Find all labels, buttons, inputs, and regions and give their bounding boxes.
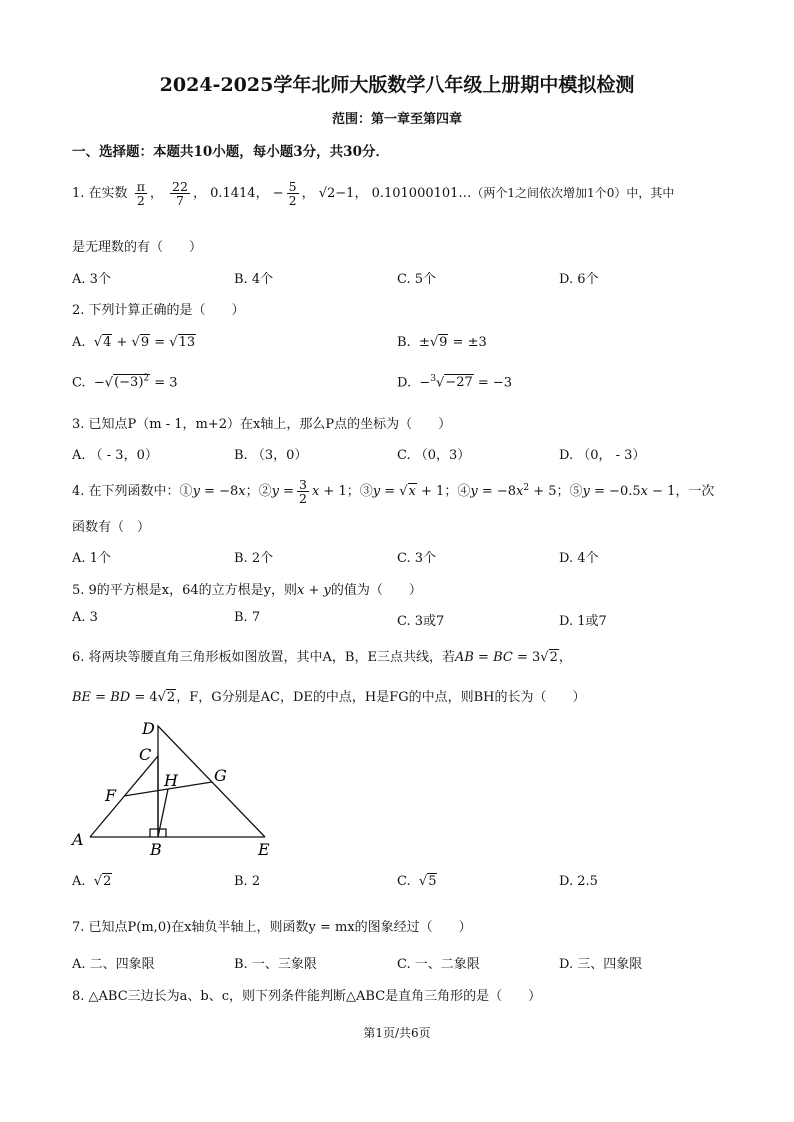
- q2-option-d[interactable]: D. −$^3$√−27 = −3: [397, 374, 513, 391]
- q2-option-a[interactable]: A. √4 + √9 = √13: [72, 335, 196, 350]
- q3-option-b[interactable]: B. （3，0）: [234, 448, 308, 463]
- q1-option-b[interactable]: B. 4个: [234, 272, 274, 287]
- right-angle-mark-1: [150, 829, 158, 837]
- q1-item-2: 0.101000101…: [371, 186, 472, 202]
- q6-option-d[interactable]: D. 2.5: [559, 874, 598, 889]
- q1-frac-5-2: $\frac{5}{2}$: [288, 179, 297, 209]
- page-title: 2024-2025学年北师大版数学八年级上册期中模拟检测: [159, 74, 635, 96]
- q4-option-b[interactable]: B. 2个: [234, 551, 274, 566]
- q1-option-d[interactable]: D. 6个: [559, 272, 599, 287]
- q1-note: （两个1之间依次增加1个0）中，其中: [471, 186, 675, 201]
- label-h: H: [164, 771, 178, 790]
- q4-option-d[interactable]: D. 4个: [559, 551, 599, 566]
- label-b: B: [150, 840, 162, 859]
- label-f: F: [105, 786, 117, 805]
- q3-option-c[interactable]: C. （0，3）: [397, 448, 471, 463]
- q2-stem: 2. 下列计算正确的是（ ）: [72, 303, 245, 318]
- q7-option-b[interactable]: B. 一、三象限: [234, 957, 317, 972]
- q2-option-b[interactable]: B. ±√9 = ±3: [397, 335, 487, 350]
- q1-item-1: √2−1: [318, 186, 355, 202]
- q6-option-c[interactable]: C. √5: [397, 874, 437, 889]
- label-c: C: [139, 745, 152, 764]
- q4-line2: 函数有（ ）: [72, 520, 151, 535]
- q4-option-c[interactable]: C. 3个: [397, 551, 437, 566]
- label-a: A: [72, 830, 84, 849]
- q7-option-c[interactable]: C. 一、二象限: [397, 957, 480, 972]
- label-g: G: [214, 766, 227, 785]
- section-heading: 一、选择题：本题共10小题，每小题3分，共30分．: [72, 144, 389, 160]
- q5-option-c[interactable]: C. 3或7: [397, 614, 445, 629]
- q5-option-d[interactable]: D. 1或7: [559, 614, 607, 629]
- q4-prefix: 4. 在下列函数中：: [72, 484, 180, 500]
- question-5: 5. 9的平方根是x，64的立方根是y，则x + y的值为（ ）: [72, 583, 422, 598]
- q7-stem: 7. 已知点P(m,0)在x轴负半轴上，则函数y = mx的图象经过（ ）: [72, 920, 472, 935]
- q1-option-c[interactable]: C. 5个: [397, 272, 437, 287]
- question-4: 4. 在下列函数中：①y = −8x；②y = $\frac{3}{2}$ x + 1；③y = √x + 1；④y = $-8x^2 + 5$；⑤y = −0.5x − 1，一次: [72, 477, 715, 507]
- q6-option-b[interactable]: B. 2: [234, 874, 261, 889]
- q6-line1: 6. 将两块等腰直角三角形板如图放置，其中A，B，E三点共线，若AB = BC = 3√2，: [72, 650, 572, 665]
- q1-item-0: 0.1414: [210, 186, 256, 202]
- page-subtitle: 范围：第一章至第四章: [331, 112, 462, 127]
- q6-triangle-figure: [60, 712, 300, 862]
- q6-line2: BE = BD = 4√2，F，G分别是AC，DE的中点，H是FG的中点，则BH的长为（ ）: [72, 690, 586, 705]
- q1-option-a[interactable]: A. 3个: [72, 272, 111, 287]
- q5-option-a[interactable]: A. 3: [72, 610, 98, 625]
- q1-prefix: 1. 在实数: [72, 186, 128, 202]
- question-1: 1. 在实数 $\frac{\pi}{2}$ ， $\frac{22}{7}$ ， 0.1414， − $\frac{5}{2}$ ， √2−1， 0.101000101…（两个1之间依次增加1个0）中，其中: [72, 179, 675, 209]
- q7-option-a[interactable]: A. 二、四象限: [72, 957, 155, 972]
- q1-frac-22-7: $\frac{22}{7}$: [172, 179, 188, 209]
- page-footer: 第1页/共6页: [363, 1026, 431, 1040]
- q1-line2: 是无理数的有（ ）: [72, 240, 203, 255]
- q2-option-c[interactable]: C. $-√(-3)^2 = 3$: [72, 374, 178, 391]
- q5-option-b[interactable]: B. 7: [234, 610, 261, 625]
- q6-option-a[interactable]: A. √2: [72, 874, 112, 889]
- triangle-abc: [90, 756, 158, 837]
- q1-frac-pi-2: $\frac{\pi}{2}$: [136, 179, 145, 209]
- q4-option-a[interactable]: A. 1个: [72, 551, 111, 566]
- q3-option-a[interactable]: A. （ - 3，0）: [72, 448, 158, 463]
- q8-stem: 8. △ABC三边长为a、b、c，则下列条件能判断△ABC是直角三角形的是（ ）: [72, 989, 542, 1004]
- label-d: D: [142, 719, 155, 738]
- q3-option-d[interactable]: D. （0， - 3）: [559, 448, 646, 463]
- q3-stem: 3. 已知点P（m - 1，m+2）在x轴上，那么P点的坐标为（ ）: [72, 417, 452, 432]
- label-e: E: [258, 840, 270, 859]
- q7-option-d[interactable]: D. 三、四象限: [559, 957, 643, 972]
